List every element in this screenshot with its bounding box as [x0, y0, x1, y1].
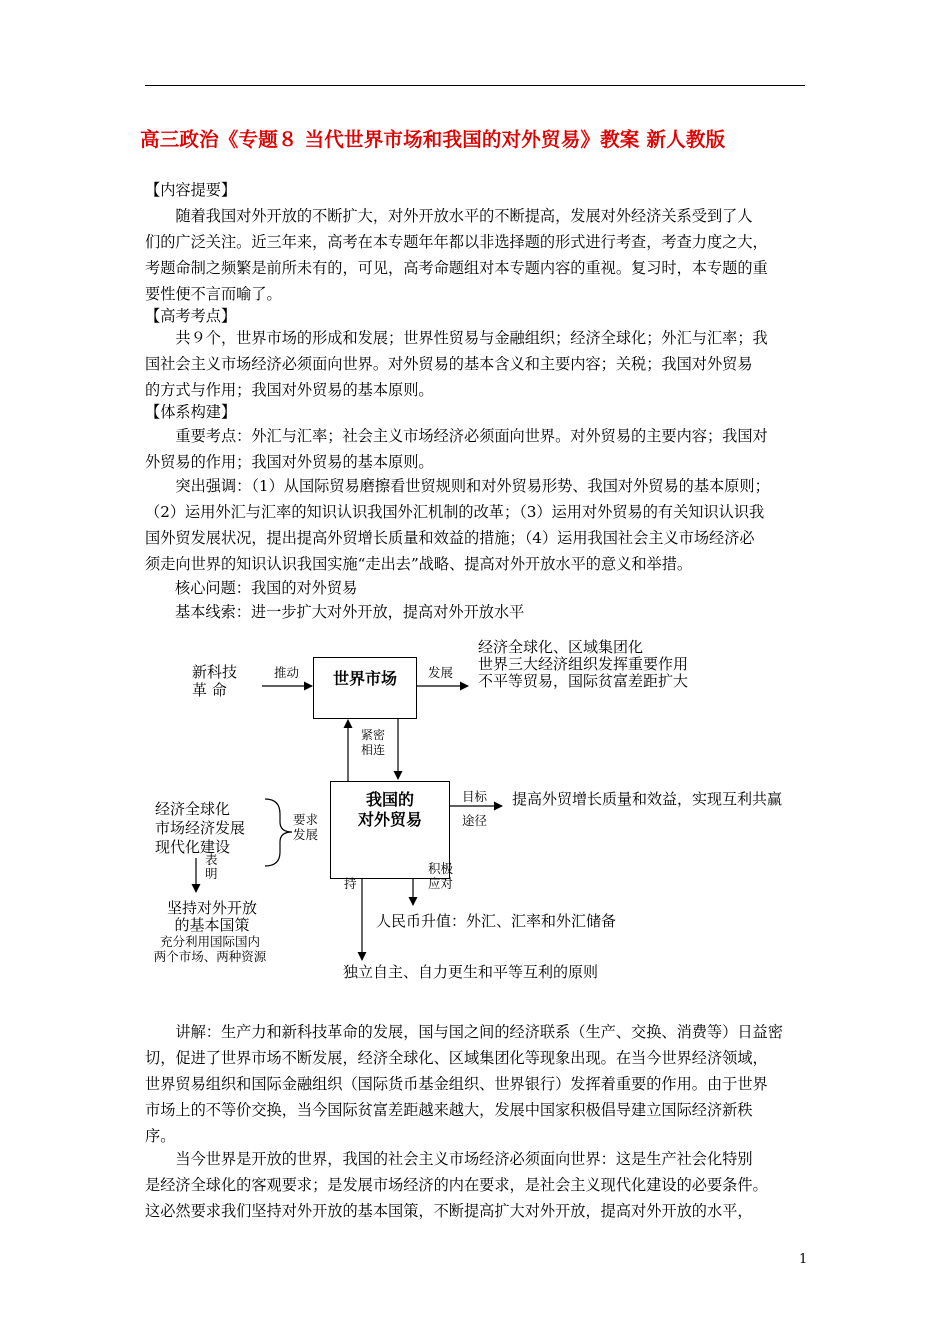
- approach-label: 途径: [462, 813, 488, 828]
- world-market-label: 世界市场: [332, 669, 397, 688]
- core-issue: 核心问题：我国的对外贸易: [175, 579, 358, 597]
- document-title: 高三政治《专题８ 当代世界市场和我国的对外贸易》教案 新人教版: [140, 128, 726, 151]
- explain-line: 序。: [145, 1127, 176, 1145]
- world-trends-list: 经济全球化、区域集团化 世界三大经济组织发挥重要作用 不平等贸易，国际贫富差距扩大: [478, 638, 689, 690]
- emphasis-line: 须走向世界的知识认识我国实施“走出去”战略、提高对外开放水平的意义和举措。: [145, 555, 693, 573]
- factors-brace: [265, 799, 292, 866]
- push-label: 推动: [274, 665, 300, 680]
- require-develop-label: 要求 发展: [293, 812, 319, 842]
- uphold-label: 持: [344, 876, 357, 891]
- explain-line: 切，促进了世界市场不断发展，经济全球化、区域集团化等现象出现。在当今世界经济领域，: [145, 1049, 768, 1067]
- policy-label: 坚持对外开放 的基本国策: [166, 899, 257, 934]
- develop-label: 发展: [428, 665, 454, 680]
- rmb-text: 人民币升值：外汇、汇率和外汇储备: [376, 912, 617, 930]
- key-points-line: 外贸易的作用；我国对外贸易的基本原则。: [145, 453, 434, 471]
- page-number: 1: [799, 1252, 808, 1267]
- exam-points-line: 的方式与作用；我国对外贸易的基本原则。: [145, 381, 434, 399]
- exam-points-line: 国社会主义市场经济必须面向世界。对外贸易的基本含义和主要内容；关税；我国对外贸易: [145, 355, 753, 373]
- close-link-label: 紧密 相连: [361, 728, 386, 757]
- explain-line: 讲解：生产力和新科技革命的发展，国与国之间的经济联系（生产、交换、消费等）日益密: [175, 1023, 783, 1041]
- explain-paragraph-2: [145, 1146, 817, 1224]
- basic-clue: 基本线索：进一步扩大对外开放，提高对外开放水平: [175, 603, 525, 621]
- active-response-label: 积极 应对: [428, 861, 454, 891]
- principle-text: 独立自主、自力更生和平等互利的原则: [343, 963, 599, 981]
- explain-line: 当今世界是开放的世界，我国的社会主义市场经济必须面向世界：这是生产社会化特别: [175, 1150, 753, 1168]
- exam-points-heading: 【高考考点】: [145, 307, 237, 325]
- summary-line: 随着我国对外开放的不断扩大，对外开放水平的不断提高，发展对外经济关系受到了人: [175, 207, 753, 225]
- explain-paragraph-1: [145, 1019, 817, 1149]
- system-heading: 【体系构建】: [145, 403, 237, 421]
- goal-text: 提高外贸增长质量和效益，实现互利共赢: [512, 790, 783, 808]
- emphasis-line: （2）运用外汇与汇率的知识认识我国外汇机制的改革；（3）运用对外贸易的有关知识认识我: [145, 503, 765, 521]
- use-markets-label: 充分利用国际国内 两个市场、两种资源: [153, 934, 267, 964]
- emphasis-line: 突出强调：（1）从国际贸易磨擦看世贸规则和对外贸易形势、我国对外贸易的基本原则；: [175, 477, 770, 495]
- explain-line: 是经济全球化的客观要求；是发展市场经济的内在要求，是社会主义现代化建设的必要条件。: [145, 1176, 768, 1194]
- key-points-line: 重要考点：外汇与汇率；社会主义市场经济必须面向世界。对外贸易的主要内容；我国对: [175, 427, 768, 445]
- foreign-trade-label: 我国的 对外贸易: [357, 790, 422, 829]
- exam-points-line: 共９个，世界市场的形成和发展；世界性贸易与金融组织；经济全球化；外汇与汇率；我: [175, 329, 768, 347]
- goal-label: 目标: [462, 789, 488, 804]
- summary-line: 要性便不言而喻了。: [145, 285, 282, 303]
- emphasis-line: 国外贸发展状况，提出提高外贸增长质量和效益的措施；（4）运用我国社会主义市场经济必: [145, 529, 755, 547]
- explain-line: 世界贸易组织和国际金融组织（国际货币基金组织、世界银行）发挥着重要的作用。由于世界: [145, 1075, 768, 1093]
- explain-line: 市场上的不等价交换，当今国际贫富差距越来越大，发展中国家积极倡导建立国际经济新秩: [145, 1101, 753, 1119]
- summary-heading: 【内容提要】: [145, 181, 237, 199]
- tech-revolution-label: 新科技 革 命: [192, 663, 238, 699]
- summary-line: 考题命制之频繁是前所未有的，可见，高考命题组对本专题内容的重视。复习时，本专题的重: [145, 259, 768, 277]
- factors-list: 经济全球化 市场经济发展 现代化建设: [155, 800, 246, 856]
- world-market-box: [313, 657, 417, 719]
- show-label: 表 明: [205, 852, 218, 881]
- explain-line: 这必然要求我们坚持对外开放的基本国策，不断提高扩大对外开放，提高对外开放的水平，: [145, 1202, 753, 1220]
- summary-line: 们的广泛关注。近三年来，高考在本专题年年都以非选择题的形式进行考查，考查力度之大，: [145, 233, 768, 251]
